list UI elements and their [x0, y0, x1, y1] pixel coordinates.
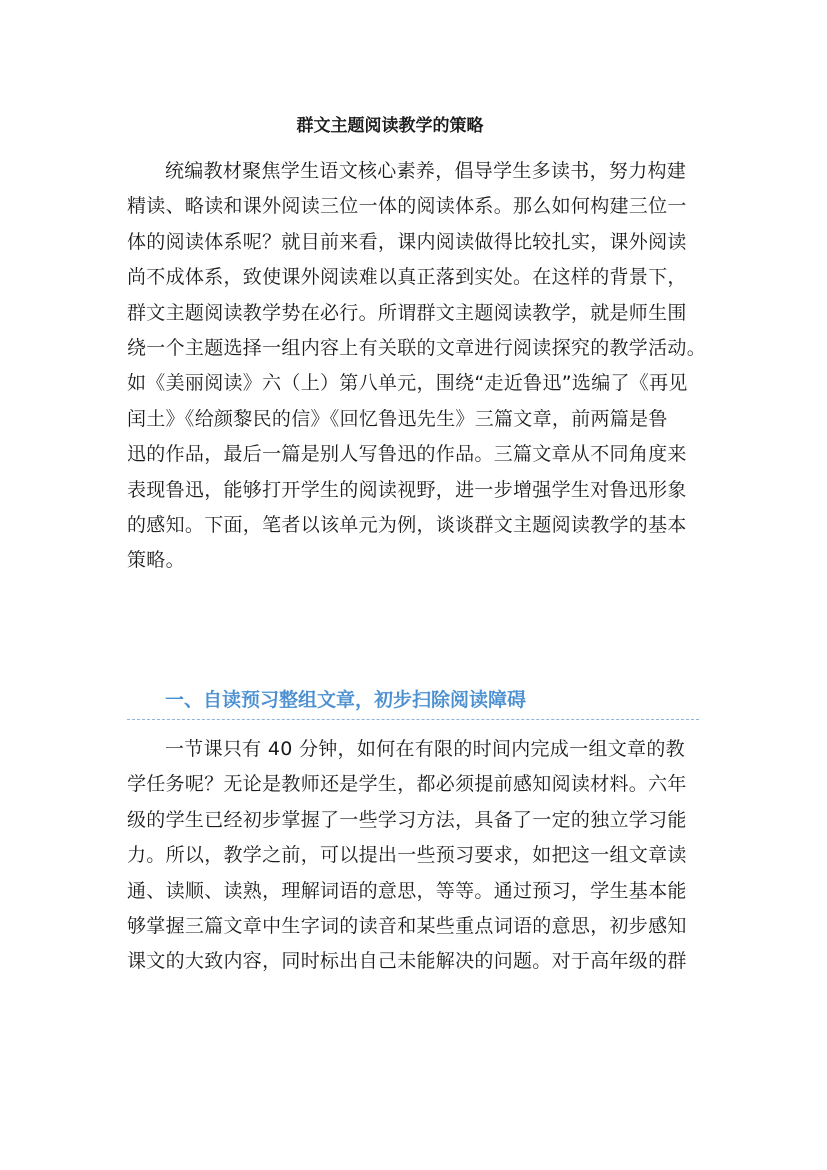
paragraph-line: 一节课只有 40 分钟，如何在有限的时间内完成一组文章的教 — [165, 738, 685, 760]
paragraph-line: 力。所以，教学之前，可以提出一些预习要求，如把这一组文章读 — [127, 844, 687, 867]
paragraph-line: 精读、略读和课外阅读三位一体的阅读体系。那么如何构建三位一 — [127, 195, 687, 218]
document-title: 群文主题阅读教学的策略 — [296, 116, 484, 136]
paragraph-line: 迅的作品，最后一篇是别人写鲁迅的作品。三篇文章从不同角度来 — [127, 443, 687, 466]
section-heading — [127, 684, 699, 720]
paragraph-line: 群文主题阅读教学势在必行。所谓群文主题阅读教学，就是师生围 — [127, 301, 687, 324]
paragraph-line: 如《美丽阅读》六（上）第八单元，围绕“走近鲁迅”选编了《再见 — [127, 372, 688, 395]
paragraph-line: 统编教材聚焦学生语文核心素养，倡导学生多读书，努力构建 — [165, 160, 687, 182]
paragraph-line: 级的学生已经初步掌握了一些学习方法，具备了一定的独立学习能 — [127, 808, 687, 831]
paragraph-line: 绕一个主题选择一组内容上有关联的文章进行阅读探究的教学活动。 — [127, 337, 707, 360]
paragraph-line: 策略。 — [127, 549, 185, 572]
paragraph-line: 学任务呢？无论是教师还是学生，都必须提前感知阅读材料。六年 — [127, 773, 687, 796]
paragraph-line: 体的阅读体系呢？就目前来看，课内阅读做得比较扎实，课外阅读 — [127, 230, 687, 253]
paragraph-line: 表现鲁迅，能够打开学生的阅读视野，进一步增强学生对鲁迅形象 — [127, 478, 687, 501]
paragraph-line: 够掌握三篇文章中生字词的读音和某些重点词语的意思，初步感知 — [127, 915, 687, 938]
section1-paragraph — [127, 732, 707, 980]
paragraph-line: 的感知。下面，笔者以该单元为例，谈谈群文主题阅读教学的基本 — [127, 514, 687, 537]
paragraph-line: 通、读顺、读熟，理解词语的意思，等等。通过预习，学生基本能 — [127, 879, 687, 902]
section-heading-text: 一、自读预习整组文章，初步扫除阅读障碍 — [165, 689, 527, 711]
intro-paragraph — [127, 154, 707, 579]
paragraph-line: 课文的大致内容，同时标出自己未能解决的问题。对于高年级的群 — [127, 950, 687, 973]
paragraph-line: 尚不成体系，致使课外阅读难以真正落到实处。在这样的背景下， — [127, 266, 687, 289]
paragraph-line: 闰土》《给颜黎民的信》《回忆鲁迅先生》三篇文章，前两篇是鲁 — [127, 407, 668, 430]
